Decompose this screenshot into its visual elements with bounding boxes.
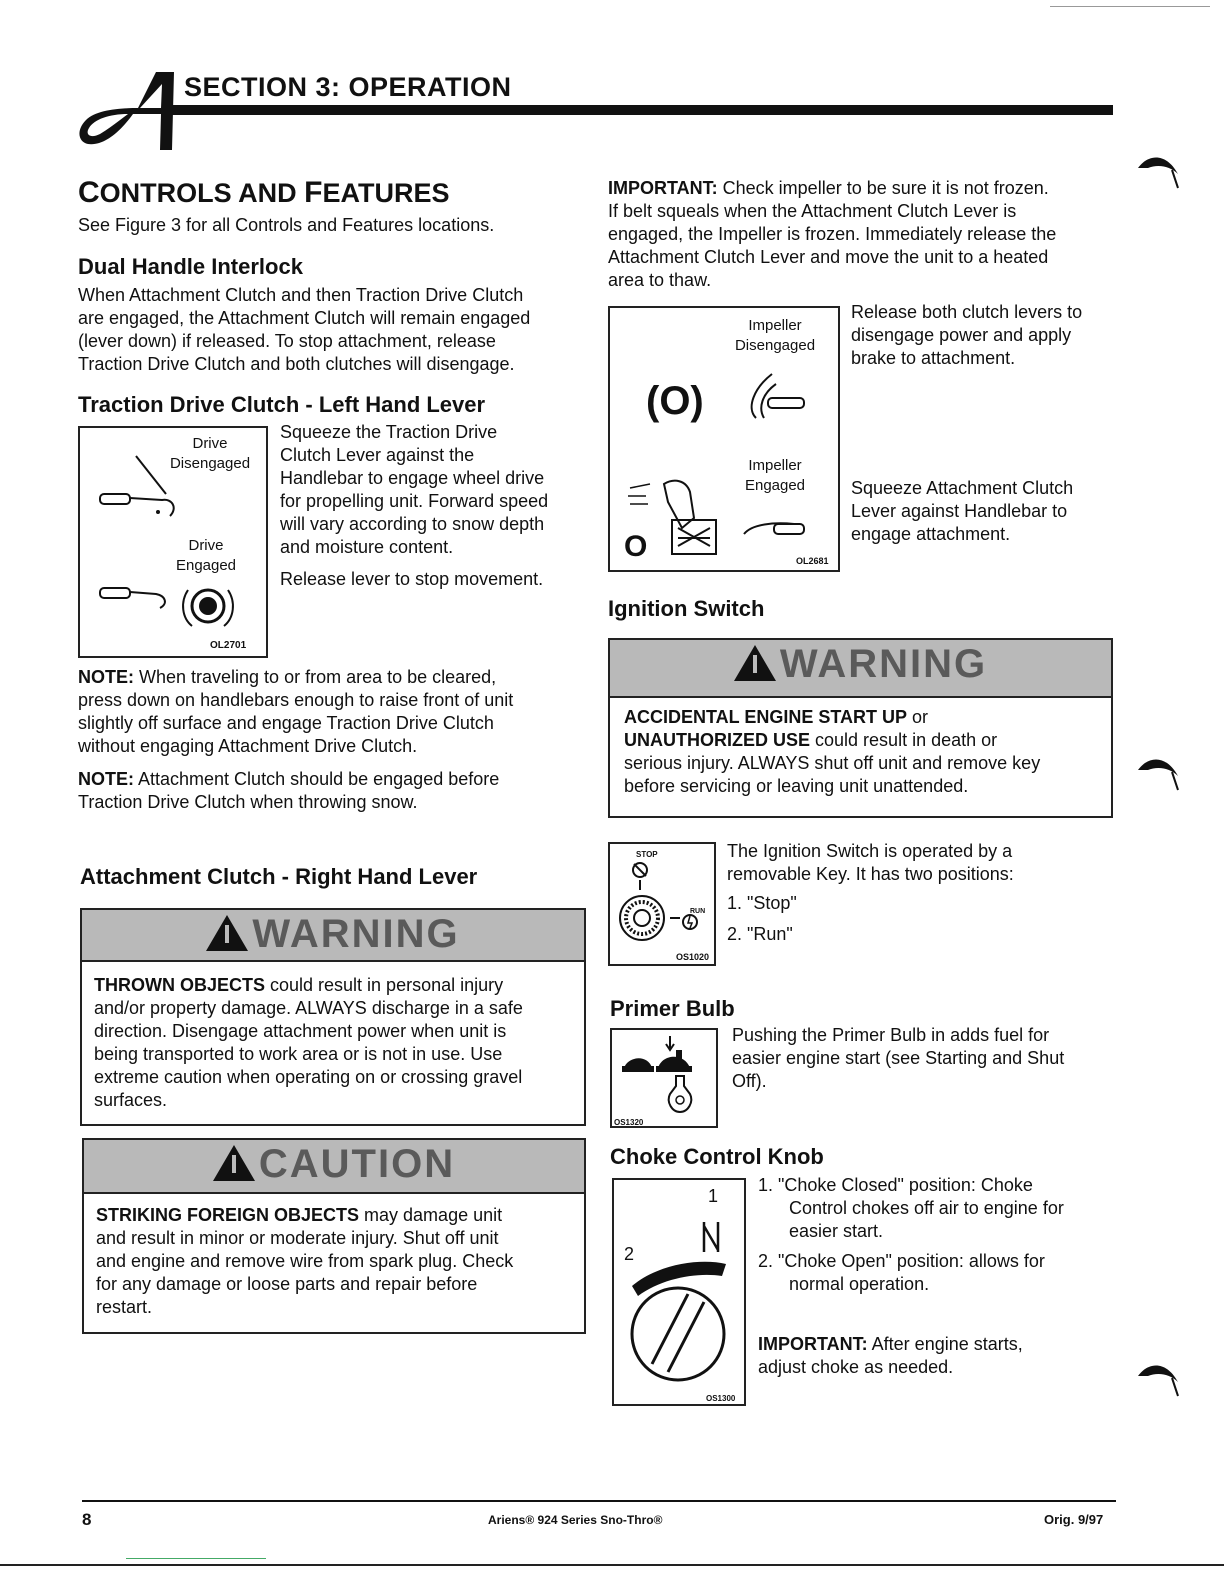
top-edge-line <box>1050 6 1210 7</box>
attachment-clutch-heading: Attachment Clutch - Right Hand Lever <box>80 864 478 889</box>
impeller-fig-code: OL2681 <box>796 556 829 566</box>
primer-bulb-icon <box>618 1032 714 1114</box>
drive-engaged-label: Drive Engaged <box>175 537 237 574</box>
choke-knob-icon <box>622 1216 744 1386</box>
intro-text: See Figure 3 for all Controls and Features locations. <box>78 215 495 235</box>
page-number: 8 <box>82 1510 92 1529</box>
ignition-fig-code: OS1020 <box>676 952 710 962</box>
edge-tab-mark-icon <box>1136 1358 1180 1406</box>
dual-handle-text: When Attachment Clutch and then Traction Drive Clutch are engaged, the Attachment Clutch will remain engaged (lever down) if released. To stop attachment, release Traction Drive Clutch and both clutches will disengage. <box>78 285 531 374</box>
ignition-warning-banner: WARNING <box>610 640 1111 698</box>
lever-engaged-wheel-icon <box>96 576 246 636</box>
choke-figure <box>612 1178 746 1406</box>
traction-heading: Traction Drive Clutch - Left Hand Lever <box>78 392 486 417</box>
bottom-scan-line <box>0 1564 1224 1566</box>
impeller-engaged-icon <box>624 468 824 564</box>
ignition-warning <box>608 638 1113 818</box>
warning-banner: WARNING <box>82 910 584 962</box>
choke-position-2-label: 2 <box>624 1244 635 1264</box>
section-header <box>78 70 1118 150</box>
caution-triangle-icon <box>213 1145 255 1181</box>
caution-text: STRIKING FOREIGN OBJECTS may damage unit and result in minor or moderate injury. Shut off unit and engine and remove wire from spark plug. Check for any damage or loose parts and repair before restart. <box>96 1205 514 1317</box>
caution-banner: CAUTION <box>84 1140 584 1194</box>
ignition-warning-triangle-icon <box>734 645 776 681</box>
warning-triangle-icon <box>206 915 248 951</box>
bottom-scan-line-short <box>126 1558 266 1559</box>
header-rule <box>168 105 1113 115</box>
choke-heading: Choke Control Knob <box>610 1144 824 1169</box>
thrown-objects-warning <box>80 908 586 1126</box>
footer-title: Ariens® 924 Series Sno-Thro® <box>488 1513 663 1527</box>
note-attachment-first: NOTE: Attachment Clutch should be engaged before Traction Drive Clutch when throwing snow. <box>78 769 500 812</box>
squeeze-attachment-text: Squeeze Attachment Clutch Lever against Handlebar to engage attachment. <box>851 478 1074 544</box>
primer-figure <box>610 1028 718 1128</box>
important-impeller: IMPORTANT: Check impeller to be sure it is not frozen. If belt squeals when the Attachment Clutch Lever is engaged, the Impeller is frozen. Immediately release the Attachment Clutch Lever and move the unit to a heated area to thaw. <box>608 178 1057 290</box>
warning-text: THROWN OBJECTS could result in personal injury and/or property damage. ALWAYS discharge in a safe direction. Disengage attachment power when unit is being transported to work area or is not in use. Use extreme caution when operating on or crossing gravel surfaces. <box>94 975 523 1110</box>
note-traveling: NOTE: When traveling to or from area to be cleared, press down on handlebars enough to raise front of unit slightly off surface and engage Traction Drive Clutch without engaging Attachment Drive Clutch. <box>78 667 514 756</box>
footer-rule <box>82 1500 1116 1502</box>
ignition-heading: Ignition Switch <box>608 596 765 621</box>
ignition-figure <box>608 842 716 966</box>
choke-position-1-label: 1 <box>708 1186 719 1206</box>
release-clutch-text: Release both clutch levers to disengage power and apply brake to attachment. <box>851 302 1083 368</box>
lever-disengaged-icon <box>96 454 186 524</box>
edge-tab-mark-icon <box>1136 150 1180 198</box>
ignition-text: The Ignition Switch is operated by a removable Key. It has two positions: 1. "Stop" 2. "Run" <box>727 841 1014 944</box>
impeller-engaged-label: Impeller Engaged <box>744 457 806 494</box>
traction-figure <box>78 426 268 658</box>
primer-fig-code: OS1320 <box>614 1118 644 1127</box>
run-label: RUN <box>690 908 706 915</box>
dual-handle-heading: Dual Handle Interlock <box>78 254 303 279</box>
striking-objects-caution <box>82 1138 586 1334</box>
primer-heading: Primer Bulb <box>610 996 735 1021</box>
section-title: SECTION 3: OPERATION <box>184 72 512 102</box>
traction-fig-code: OL2701 <box>210 640 247 651</box>
traction-text: Squeeze the Traction Drive Clutch Lever against the Handlebar to engage wheel drive for propelling unit. Forward speed will vary according to snow depth and moisture content. Release lever to stop movement. <box>280 422 549 589</box>
footer-revision: Orig. 9/97 <box>1044 1512 1104 1527</box>
ignition-warning-text: ACCIDENTAL ENGINE START UP or UNAUTHORIZED USE could result in death or serious injury. ALWAYS shut off unit and remove key before servicing or leaving unit unattended. <box>624 707 1041 796</box>
choke-fig-code: OS1300 <box>706 1394 736 1403</box>
svg-text:O: O <box>624 530 648 563</box>
impeller-disengaged-icon <box>646 368 816 428</box>
impeller-disengaged-label: Impeller Disengaged <box>734 317 816 354</box>
edge-tab-mark-icon <box>1136 752 1180 800</box>
impeller-figure <box>608 306 840 572</box>
svg-text:(O): (O) <box>646 379 704 423</box>
primer-text: Pushing the Primer Bulb in adds fuel for easier engine start (see Starting and Shut Off). <box>732 1025 1065 1091</box>
choke-text: 1. "Choke Closed" position: Choke Control chokes off air to engine for easier start. 2. "Choke Open" position: allows for normal operation. IMPORTANT: After engine starts, adjust choke as needed. <box>758 1175 1064 1377</box>
controls-features-title: CONTROLS AND FEATURES <box>78 176 450 209</box>
stop-label: STOP <box>636 850 658 859</box>
drive-disengaged-label: Drive Disengaged <box>169 435 251 472</box>
